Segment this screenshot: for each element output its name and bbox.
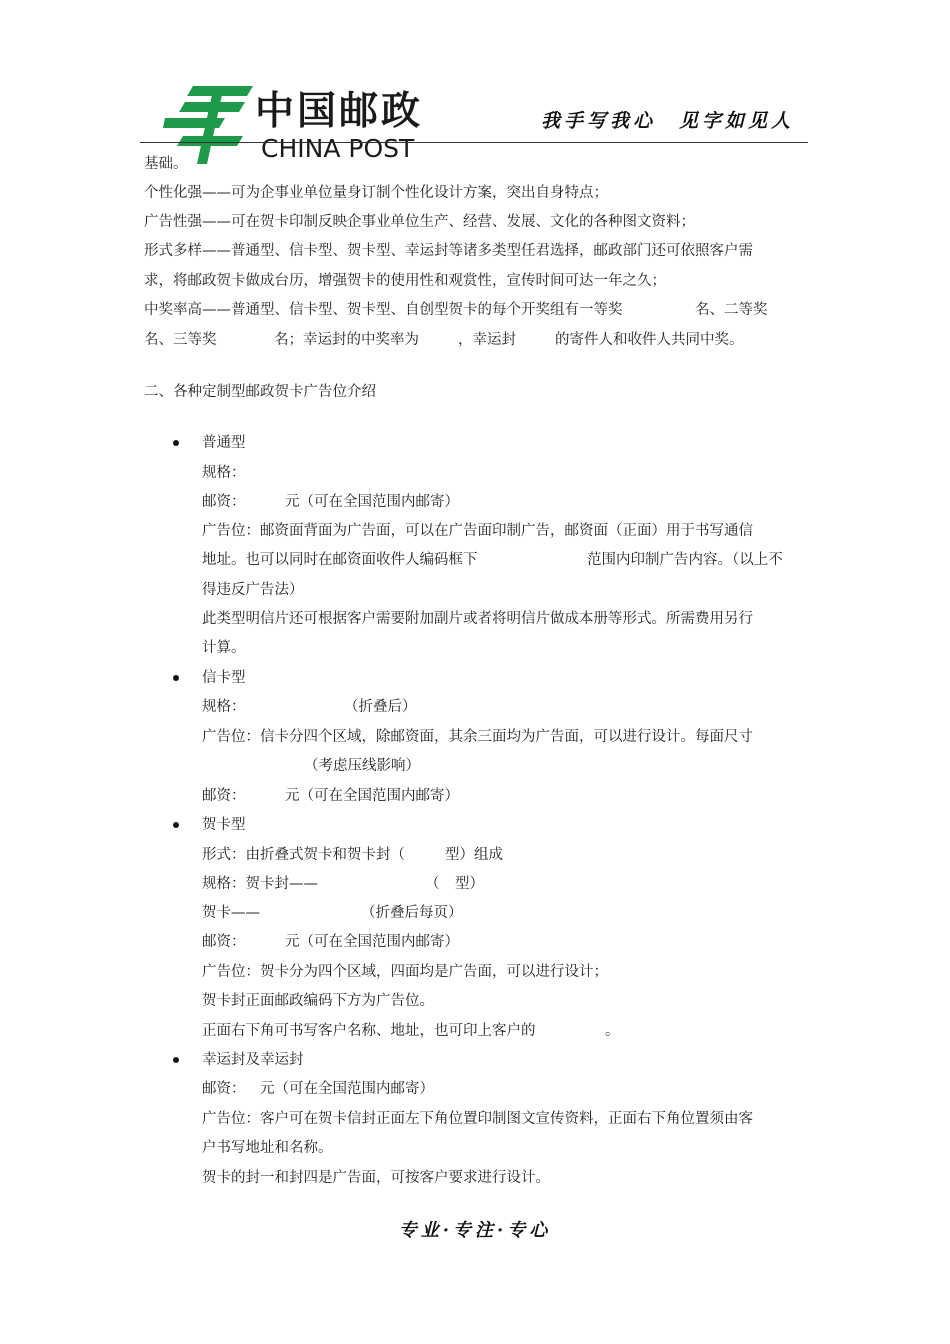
text-line: 形式多样——普通型、信卡型、贺卡型、幸运封等诸多类型任君选择，邮政部门还可依照客户需: [144, 243, 753, 259]
text-line: 范围内印制广告内容。（以上不: [587, 552, 783, 568]
text-line: 邮资：: [202, 1081, 246, 1097]
text-line: 求，将邮政贺卡做成台历，增强贺卡的使用性和观赏性，宣传时间可达一年之久；: [144, 273, 666, 289]
text-line: （: [425, 876, 440, 892]
text-line: 名、三等奖: [144, 332, 217, 348]
footer-slogan: 专业·专注·专心: [398, 1220, 552, 1241]
text-line: 元（可在全国范围内邮寄）: [285, 788, 459, 804]
text-line: 规格：: [202, 465, 246, 481]
china-post-logo: [163, 84, 443, 166]
text-line: 邮资：: [202, 788, 246, 804]
text-line: 得违反广告法）: [202, 582, 304, 598]
text-line: 基础。: [144, 156, 188, 172]
text-line: 邮资：: [202, 934, 246, 950]
text-line: 地址。也可以同时在邮资面收件人编码框下: [202, 552, 478, 568]
text-line: 个性化强——可为企事业单位量身订制个性化设计方案，突出自身特点；: [144, 185, 608, 201]
text-line: 元（可在全国范围内邮寄）: [260, 1081, 434, 1097]
text-line: 。: [605, 1023, 620, 1039]
text-line: 元（可在全国范围内邮寄）: [285, 494, 459, 510]
list-item-title: 幸运封及幸运封: [202, 1052, 304, 1068]
text-line: 正面右下角可书写客户名称、地址，也可印上客户的: [202, 1023, 536, 1039]
text-line: 邮资：: [202, 494, 246, 510]
text-line: 计算。: [202, 640, 246, 656]
bullet-icon: [173, 440, 179, 446]
text-line: 广告性强——可在贺卡印制反映企事业单位生产、经营、发展、文化的各种图文资料；: [144, 214, 695, 230]
bullet-icon: [173, 1057, 179, 1063]
section-heading: 二、各种定制型邮政贺卡广告位介绍: [144, 384, 376, 400]
text-line: 规格：贺卡封——: [202, 876, 318, 892]
text-line: 广告位：客户可在贺卡信封正面左下角位置印制图文宣传资料，正面右下角位置须由客: [202, 1111, 753, 1127]
text-line: 型）组成: [445, 847, 503, 863]
text-line: 规格：: [202, 699, 246, 715]
header-rule: [140, 142, 808, 143]
text-line: 贺卡——: [202, 905, 260, 921]
text-line: 广告位：邮资面背面为广告面，可以在广告面印制广告，邮资面（正面）用于书写通信: [202, 523, 753, 539]
list-item-title: 普通型: [202, 435, 246, 451]
china-post-emblem-icon: [163, 84, 255, 166]
text-line: 形式：由折叠式贺卡和贺卡封（: [202, 847, 405, 863]
list-item-title: 信卡型: [202, 670, 246, 686]
text-line: 名；幸运封的中奖率为: [274, 332, 419, 348]
text-line: 广告位：信卡分四个区域，除邮资面，其余三面均为广告面，可以进行设计。每面尺寸: [202, 729, 753, 745]
logo-english-name: CHINA POST: [261, 134, 415, 163]
list-item-title: 贺卡型: [202, 817, 246, 833]
bullet-icon: [173, 675, 179, 681]
text-line: ，幸运封: [458, 332, 516, 348]
logo-chinese-name: 中国邮政: [255, 89, 424, 134]
text-line: 贺卡封正面邮政编码下方为广告位。: [202, 993, 434, 1009]
text-line: 户书写地址和名称。: [202, 1140, 333, 1156]
text-line: 广告位：贺卡分为四个区域，四面均是广告面，可以进行设计；: [202, 964, 608, 980]
text-line: 贺卡的封一和封四是广告面，可按客户要求进行设计。: [202, 1170, 550, 1186]
text-line: （折叠后）: [344, 699, 417, 715]
text-line: 的寄件人和收件人共同中奖。: [555, 332, 744, 348]
text-line: 中奖率高——普通型、信卡型、贺卡型、自创型贺卡的每个开奖组有一等奖: [144, 302, 623, 318]
text-line: 型）: [455, 876, 484, 892]
header-slogan: 我手写我心 见字如见人: [541, 110, 795, 132]
text-line: （考虑压线影响）: [304, 758, 420, 774]
bullet-icon: [173, 822, 179, 828]
text-line: 此类型明信片还可根据客户需要附加副片或者将明信片做成本册等形式。所需费用另行: [202, 611, 753, 627]
text-line: 元（可在全国范围内邮寄）: [285, 934, 459, 950]
text-line: （折叠后每页）: [361, 905, 463, 921]
text-line: 名、二等奖: [695, 302, 768, 318]
